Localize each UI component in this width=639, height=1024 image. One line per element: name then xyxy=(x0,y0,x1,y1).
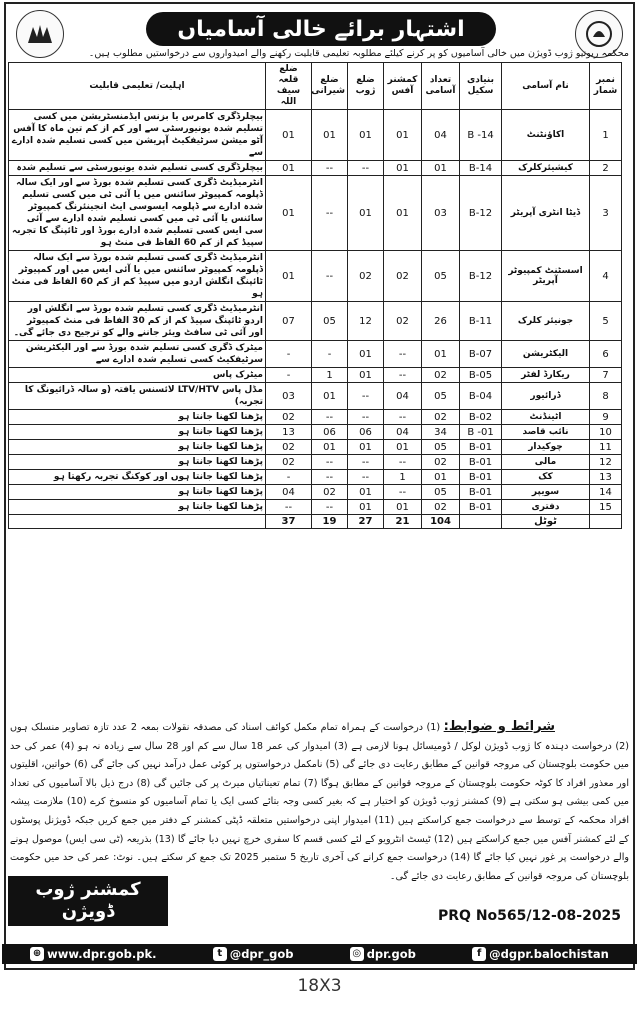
table-cell-office: -- xyxy=(384,341,422,368)
table-cell-zhob: 02 xyxy=(348,251,384,302)
table-cell-sherani: 06 xyxy=(312,425,348,440)
table-cell-sherani: -- xyxy=(312,161,348,176)
table-cell-qsaifullah: 13 xyxy=(266,425,312,440)
table-cell-sherani: -- xyxy=(312,500,348,515)
table-cell-no: 8 xyxy=(590,383,622,410)
table-cell-zhob: 01 xyxy=(348,176,384,251)
table-cell-zhob: 01 xyxy=(348,485,384,500)
table-row xyxy=(9,302,622,341)
footer-instagram[interactable] xyxy=(350,947,416,961)
table-cell-office: 01 xyxy=(384,500,422,515)
table-cell-scale: B-01 xyxy=(460,455,502,470)
table-cell-scale: B-14 xyxy=(460,161,502,176)
table-cell-office: 01 xyxy=(384,440,422,455)
table-row xyxy=(9,341,622,368)
table-cell-sherani: 02 xyxy=(312,485,348,500)
col-header: ضلع قلعہ سیف اللہ xyxy=(266,63,312,110)
table-cell-total: 03 xyxy=(422,176,460,251)
table-cell-qsaifullah: 03 xyxy=(266,383,312,410)
instagram-icon: ◎ xyxy=(350,947,364,961)
table-cell-no: 7 xyxy=(590,368,622,383)
table-cell-sherani: -- xyxy=(312,410,348,425)
instagram-text: dpr.gob xyxy=(366,947,416,961)
table-cell-scale: B-12 xyxy=(460,251,502,302)
table-cell-zhob: 01 xyxy=(348,368,384,383)
table-cell-office: 04 xyxy=(384,425,422,440)
table-cell-post: اکاؤنٹنٹ xyxy=(502,110,590,161)
table-cell-qsaifullah: -- xyxy=(266,500,312,515)
table-cell-qsaifullah: 01 xyxy=(266,161,312,176)
table-cell-sherani: 05 xyxy=(312,302,348,341)
table-cell-scale: B-04 xyxy=(460,383,502,410)
table-cell-qsaifullah: 04 xyxy=(266,485,312,500)
table-cell-qual: انٹرمیڈیٹ ڈگری کسی تسلیم شدہ بورڈ سے انگلش اور اردو ٹائپنگ سپیڈ کم از کم 30 الفاظ فی منٹ کمپیوٹر اور آئی ٹی سافٹ ویئر جاننے والے کو ترجیح دی جائے گی۔ xyxy=(9,302,266,341)
table-cell-zhob: 01 xyxy=(348,341,384,368)
table-cell-post: جونیئر کلرک xyxy=(502,302,590,341)
table-cell-post: کیشیئرکلرک xyxy=(502,161,590,176)
table-cell-office: 04 xyxy=(384,383,422,410)
table-cell-sherani: - xyxy=(312,341,348,368)
table-cell-scale: B -14 xyxy=(460,110,502,161)
table-row xyxy=(9,440,622,455)
table-cell-no: 3 xyxy=(590,176,622,251)
table-cell-post: ڈیٹا انٹری آپریٹر xyxy=(502,176,590,251)
table-cell-post: ڈرائیور xyxy=(502,383,590,410)
table-cell-total: 04 xyxy=(422,110,460,161)
terms-text: (1) درخواست کے ہمراہ تمام مکمل کوائف اسناد کی مصدقہ نقولات بمعہ 2 عدد تازہ تصاویر منسلک ہوں (2) درخواست دہندہ کا ژوب ڈویژن لوکل / ڈومیسائل ہونا لازمی ہے (3) امیدوار کی عمر 18 سال سے کم اور 28 سال سے زیادہ نہ ہو (4) عمر کی حد میں حکومت بلوچستان کی مروجہ قوانین کے مطابق رعایت دی جائے گی (5) نامکمل درخواستوں پر کوئی عمل درآمد نہیں کی جائے گی (6) خواتین، اقلیتوں اور معذور افراد کا کوٹہ حکومت بلوچستان کے مروجہ قوانین کے مطابق ہوگا (7) تمام تعیناتیاں میرٹ پر کی جائیں گی (8) درج ذیل بالا آسامیوں کی تعداد میں کمی بیشی ہو سکتی ہے (9) کمشنر ژوب ڈویژن کو اختیار ہے کہ بغیر کسی وجہ بتائے کسی ایک یا تمام آسامیوں کو منسوخ کرے (10) ملازمت پیشہ افراد محکمہ کے توسط سے درخواست جمع کراسکتے ہیں (11) امیدوار اپنی درخواستیں متعلقہ ڈپٹی کمشنر کے دفتر میں جمع کریں جبکہ ڈویژنل پوسٹوں کے لئے کمشنر آفس میں جمع کراسکتے ہیں (12) ٹیسٹ انٹرویو کے لئے کسی قسم کا سفری خرچ نہیں دیا جائے گا (13) بذریعہ (ٹی سی ایس) موصول ہونے والے درخواست پر غور نہیں کیا جائے گا (14) درخواست جمع کرانے کی آخری تاریخ 5 ستمبر 2025 تک جمع کر سکتے ہیں۔ نوٹ: عمر کی حد میں حکومت بلوچستان کی مروجہ قوانین کے مطابق رعایت دی جائے گی۔ xyxy=(10,722,630,882)
table-cell-sherani: -- xyxy=(312,455,348,470)
table-row xyxy=(9,470,622,485)
table-cell-no: 12 xyxy=(590,455,622,470)
table-cell-scale: B-01 xyxy=(460,440,502,455)
table-cell-office: 01 xyxy=(384,161,422,176)
total-cell-zhob: 27 xyxy=(348,515,384,529)
table-cell-sherani: -- xyxy=(312,470,348,485)
table-cell-qual: مڈل پاس LTV/HTV لائسنس یافتہ (و سالہ ڈرائیونگ کا تجربہ) xyxy=(9,383,266,410)
table-cell-scale: B-05 xyxy=(460,368,502,383)
table-cell-office: 02 xyxy=(384,302,422,341)
signature-line: ڈویژن xyxy=(61,901,115,922)
table-cell-qual: میٹرک پاس xyxy=(9,368,266,383)
col-header: اہلیت/ تعلیمی قابلیت xyxy=(9,63,266,110)
table-row xyxy=(9,410,622,425)
total-cell-empty xyxy=(9,515,266,529)
table-cell-no: 15 xyxy=(590,500,622,515)
table-cell-sherani: -- xyxy=(312,176,348,251)
table-cell-qual: پڑھنا لکھنا جانتا ہو xyxy=(9,440,266,455)
table-cell-total: 05 xyxy=(422,485,460,500)
table-cell-scale: B-01 xyxy=(460,470,502,485)
table-cell-total: 01 xyxy=(422,470,460,485)
table-cell-qual: انٹرمیڈیٹ ڈگری کسی تسلیم شدہ بورڈ سے ایک سالہ ڈپلومہ کمپیوٹر سائنس میں یا آئی ایس میں اور کمپیوٹر ٹائپنگ انگلش اردو میں سپیڈ کم از کم 60 الفاظ فی منٹ ہو xyxy=(9,251,266,302)
table-cell-office: 02 xyxy=(384,251,422,302)
col-header: بنیادی سکیل xyxy=(460,63,502,110)
col-header: نمبر شمار xyxy=(590,63,622,110)
table-cell-office: -- xyxy=(384,410,422,425)
col-header: ضلع شیرانی xyxy=(312,63,348,110)
table-row xyxy=(9,251,622,302)
table-cell-office: -- xyxy=(384,368,422,383)
table-cell-sherani: 01 xyxy=(312,440,348,455)
facebook-text: @dgpr.balochistan xyxy=(489,947,609,961)
table-cell-total: 26 xyxy=(422,302,460,341)
table-cell-office: -- xyxy=(384,485,422,500)
footer-facebook[interactable] xyxy=(472,947,609,961)
table-cell-no: 2 xyxy=(590,161,622,176)
table-cell-total: 02 xyxy=(422,455,460,470)
vacancy-table xyxy=(8,62,622,529)
table-cell-qsaifullah: 07 xyxy=(266,302,312,341)
table-cell-qsaifullah: 01 xyxy=(266,176,312,251)
table-cell-scale: B-12 xyxy=(460,176,502,251)
table-cell-post: سویپر xyxy=(502,485,590,500)
col-header: ضلع ژوب xyxy=(348,63,384,110)
total-cell-qsaifullah: 37 xyxy=(266,515,312,529)
footer-bar xyxy=(2,944,637,964)
table-cell-scale: B-01 xyxy=(460,485,502,500)
table-cell-qsaifullah: - xyxy=(266,368,312,383)
table-cell-qual: پڑھنا لکھنا جانتا ہوں اور کوکنگ تجربہ رکھتا ہو xyxy=(9,470,266,485)
table-row xyxy=(9,176,622,251)
total-cell-office: 21 xyxy=(384,515,422,529)
table-cell-qual: بیچلرڈگری کسی تسلیم شدہ یونیورسٹی سے تسلیم شدہ xyxy=(9,161,266,176)
table-row xyxy=(9,425,622,440)
table-cell-office: -- xyxy=(384,455,422,470)
table-cell-zhob: -- xyxy=(348,455,384,470)
table-cell-total: 02 xyxy=(422,500,460,515)
table-cell-no: 10 xyxy=(590,425,622,440)
table-cell-zhob: 12 xyxy=(348,302,384,341)
table-cell-zhob: 06 xyxy=(348,425,384,440)
table-cell-post: مالی xyxy=(502,455,590,470)
table-cell-qsaifullah: 02 xyxy=(266,410,312,425)
table-row xyxy=(9,161,622,176)
table-cell-post: چوکیدار xyxy=(502,440,590,455)
twitter-icon: t xyxy=(213,947,227,961)
table-cell-office: 01 xyxy=(384,176,422,251)
table-cell-post: الیکٹریشن xyxy=(502,341,590,368)
table-cell-sherani: 1 xyxy=(312,368,348,383)
table-cell-qual: پڑھنا لکھنا جانتا ہو xyxy=(9,410,266,425)
table-cell-total: 02 xyxy=(422,410,460,425)
table-cell-no: 1 xyxy=(590,110,622,161)
signature-line: کمشنر ژوب xyxy=(35,879,141,900)
page-title: اشتہار برائے خالی آسامیاں xyxy=(146,12,496,46)
table-body xyxy=(9,110,622,529)
table-cell-qual: بیچلرڈگری کامرس یا بزنس ایڈمنسٹریشن میں کسی تسلیم شدہ یونیورسٹی سے اور کم از کم تین ماہ کا آفس آٹو میشن سرٹیفکیٹ آپریشن میں کسی تسلیم شدہ ادارے سے xyxy=(9,110,266,161)
table-row xyxy=(9,500,622,515)
table-cell-qual: انٹرمیڈیٹ ڈگری کسی تسلیم شدہ بورڈ سے اور ایک سالہ ڈپلومہ کمپیوٹر سائنس میں یا آئی ٹی میں کسی تسلیم شدہ ادارے سے ڈپلومہ ایسوسی ایٹ انجینئرنگ کمپیوٹر سائنس یا آئی ٹی میں کسی تسلیم شدہ ادارے سے آئی سی ایس کسی تسلیم شدہ ادارے بورڈ اور ٹائپنگ کا تجربہ سپیڈ کم از کم 60 الفاظ فی منٹ ہو xyxy=(9,176,266,251)
table-cell-qual: پڑھنا لکھنا جانتا ہو xyxy=(9,455,266,470)
table-cell-total: 01 xyxy=(422,341,460,368)
total-cell-sherani: 19 xyxy=(312,515,348,529)
table-cell-total: 02 xyxy=(422,368,460,383)
signature-block xyxy=(8,876,168,926)
table-cell-scale: B -01 xyxy=(460,425,502,440)
table-row xyxy=(9,110,622,161)
table-row xyxy=(9,455,622,470)
table-cell-zhob: 01 xyxy=(348,110,384,161)
table-cell-zhob: -- xyxy=(348,383,384,410)
table-cell-qsaifullah: 02 xyxy=(266,440,312,455)
table-cell-scale: B-02 xyxy=(460,410,502,425)
table-cell-office: 1 xyxy=(384,470,422,485)
table-cell-qual: پڑھنا لکھنا جانتا ہو xyxy=(9,425,266,440)
table-cell-no: 6 xyxy=(590,341,622,368)
table-cell-total: 05 xyxy=(422,440,460,455)
table-cell-qsaifullah: 02 xyxy=(266,455,312,470)
table-cell-total: 05 xyxy=(422,251,460,302)
table-cell-no: 11 xyxy=(590,440,622,455)
col-header: نام آسامی xyxy=(502,63,590,110)
table-cell-post: دفتری xyxy=(502,500,590,515)
table-cell-qsaifullah: - xyxy=(266,341,312,368)
table-row xyxy=(9,383,622,410)
table-header-row xyxy=(9,63,622,110)
table-cell-zhob: -- xyxy=(348,161,384,176)
table-cell-total: 05 xyxy=(422,383,460,410)
table-cell-qsaifullah: - xyxy=(266,470,312,485)
table-cell-post: ریکارڈ لفٹر xyxy=(502,368,590,383)
table-cell-no: 9 xyxy=(590,410,622,425)
total-cell-label: ٹوٹل xyxy=(502,515,590,529)
table-cell-zhob: -- xyxy=(348,470,384,485)
table-cell-qual: میٹرک ڈگری کسی تسلیم شدہ بورڈ سے اور الیکٹریشن سرٹیفکیٹ کسی تسلیم شدہ ادارے سے xyxy=(9,341,266,368)
col-header: تعداد آسامی xyxy=(422,63,460,110)
table-total-row xyxy=(9,515,622,529)
footer-website[interactable] xyxy=(30,947,156,961)
twitter-text: @dpr_gob xyxy=(229,947,294,961)
prq-number: PRQ No565/12-08-2025 xyxy=(438,908,622,924)
col-header: کمشنر آفس xyxy=(384,63,422,110)
table-cell-qsaifullah: 01 xyxy=(266,110,312,161)
intro-text: محکمہ ریونیو ژوب ڈویژن میں خالی آسامیوں کو پر کرنے کیلئے مطلوبہ تعلیمی قابلیت رکھنے والے امیدواروں سے درخواستیں مطلوب ہیں۔ xyxy=(88,48,629,59)
total-cell-total: 104 xyxy=(422,515,460,529)
table-cell-no: 4 xyxy=(590,251,622,302)
table-cell-post: کک xyxy=(502,470,590,485)
terms-title: شرائط و ضوابط: xyxy=(443,719,555,734)
table-cell-scale: B-11 xyxy=(460,302,502,341)
table-cell-zhob: -- xyxy=(348,410,384,425)
total-cell-empty xyxy=(590,515,622,529)
table-row xyxy=(9,368,622,383)
table-cell-post: اسسٹنٹ کمپیوٹر آپریٹر xyxy=(502,251,590,302)
table-cell-scale: B-07 xyxy=(460,341,502,368)
table-cell-qsaifullah: 01 xyxy=(266,251,312,302)
table-cell-total: 01 xyxy=(422,161,460,176)
table-cell-qual: پڑھنا لکھنا جانتا ہو xyxy=(9,485,266,500)
website-text: www.dpr.gob.pk. xyxy=(47,947,157,961)
table-cell-total: 34 xyxy=(422,425,460,440)
table-cell-scale: B-01 xyxy=(460,500,502,515)
table-cell-sherani: -- xyxy=(312,251,348,302)
table-row xyxy=(9,485,622,500)
table-cell-no: 13 xyxy=(590,470,622,485)
table-cell-no: 5 xyxy=(590,302,622,341)
table-cell-no: 14 xyxy=(590,485,622,500)
total-cell-empty xyxy=(460,515,502,529)
table-cell-sherani: 01 xyxy=(312,110,348,161)
terms xyxy=(10,718,629,886)
facebook-icon: f xyxy=(472,947,486,961)
table-cell-sherani: 01 xyxy=(312,383,348,410)
table-cell-post: اٹینڈنٹ xyxy=(502,410,590,425)
table-cell-qual: پڑھنا لکھنا جانتا ہو xyxy=(9,500,266,515)
table-cell-office: 01 xyxy=(384,110,422,161)
table-cell-post: نائب قاصد xyxy=(502,425,590,440)
globe-icon: ⊕ xyxy=(30,947,44,961)
table-cell-zhob: 01 xyxy=(348,500,384,515)
ad-size-label: 18X3 xyxy=(297,976,342,996)
footer-twitter[interactable] xyxy=(213,947,294,961)
table-cell-zhob: 01 xyxy=(348,440,384,455)
